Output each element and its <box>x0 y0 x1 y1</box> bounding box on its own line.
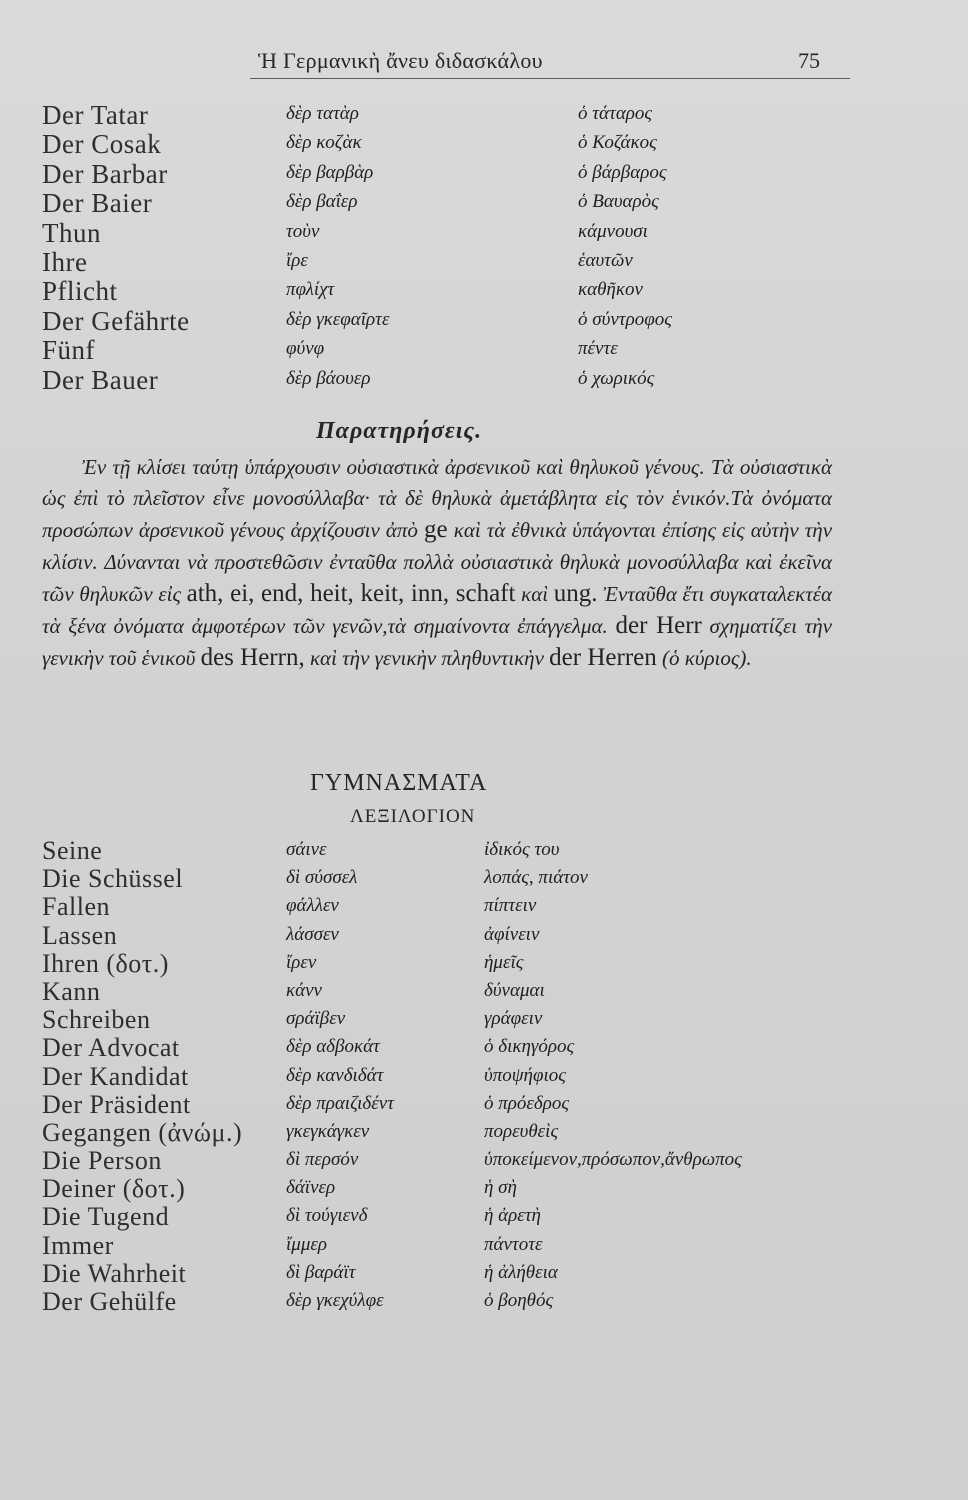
german-word: Der Gehülfe <box>42 1287 177 1316</box>
german-word: Ihre <box>42 246 88 277</box>
vocab-row <box>42 1090 862 1118</box>
vocab-row <box>42 949 862 977</box>
vocab-row <box>42 921 862 949</box>
german-word: Fallen <box>42 892 110 922</box>
greek-meaning: ἰδικός του <box>484 839 560 860</box>
greek-meaning: δύναμαι <box>484 979 545 1001</box>
latin-term: des Herrn, <box>200 644 305 672</box>
vocabulary-list-bottom <box>42 836 862 1315</box>
running-title: Ἡ Γερμανικὴ ἄνευ διδασκάλου <box>258 48 543 73</box>
pronunciation: φύνφ <box>286 338 325 360</box>
latin-term: der Herr <box>615 612 702 640</box>
greek-meaning: ὁ χωρικός <box>578 367 655 389</box>
greek-meaning: ἡμεῖς <box>484 951 524 973</box>
german-word: Der Cosak <box>42 129 162 160</box>
pronunciation: ἴμμερ <box>286 1233 327 1255</box>
greek-meaning: πέντε <box>578 338 618 360</box>
greek-meaning: ἀφίνειν <box>484 923 540 945</box>
vocabulary-subtitle: ΛΕΞΙΛΟΓΙΟΝ <box>350 806 476 827</box>
german-word: Pflicht <box>42 276 118 307</box>
greek-meaning: ὁ Κοζάκος <box>578 132 657 154</box>
vocab-row <box>42 365 862 394</box>
vocab-row <box>42 864 862 892</box>
pronunciation: δὶ περσόν <box>286 1149 359 1171</box>
vocab-row <box>42 335 862 364</box>
pronunciation: δὲρ γκεχύλφε <box>286 1290 384 1311</box>
greek-meaning: κάμνουσι <box>578 220 648 242</box>
greek-meaning: ὑποψήφιος <box>484 1064 566 1086</box>
pronunciation: δὶ τούγιενδ <box>286 1205 368 1227</box>
latin-term: der Herren <box>549 644 657 672</box>
german-word: Der Gefährte <box>42 305 190 336</box>
vocab-row <box>42 1231 862 1259</box>
notes-paragraph <box>42 452 832 674</box>
notes-text: Ἐν τῇ κλίσει ταύτῃ ὑπάρχουσιν οὐσιαστικὰ ἀρσενικοῦ καὶ θηλυκοῦ γένους. Τὰ οὐσιαστικὰ ὡς ἐπὶ τὸ πλεῖστον εἶνε μονοσύλλαβα· τὰ δὲ θηλυκὰ ἀμετάβλητα εἰς τὸν ἑνικόν.Τὰ ὀνόματα προσώπων ἀρσενικοῦ γένους ἀρχίζουσιν ἀπὸ <box>42 455 832 543</box>
pronunciation: δὶ βαράϊτ <box>286 1261 356 1283</box>
page-header <box>40 46 830 82</box>
german-word: Die Tugend <box>42 1202 170 1232</box>
greek-meaning: ὁ Βαυαρὸς <box>578 191 659 213</box>
greek-meaning: ὁ τάταρος <box>578 103 653 124</box>
german-word: Der Kandidat <box>42 1061 189 1091</box>
vocab-row <box>42 1259 862 1287</box>
pronunciation: δάϊνερ <box>286 1177 336 1199</box>
german-word: Fünf <box>42 335 96 366</box>
notes-text: (ὁ κύριος). <box>662 646 752 671</box>
german-word: Gegangen (ἀνώμ.) <box>42 1117 243 1147</box>
vocab-row <box>42 159 862 188</box>
pronunciation: τοὺν <box>286 220 320 242</box>
german-word: Die Schüssel <box>42 864 184 894</box>
greek-meaning: ὁ σύντροφος <box>578 308 672 330</box>
vocab-row <box>42 1287 862 1315</box>
vocab-row <box>42 1005 862 1033</box>
vocab-row <box>42 100 862 129</box>
latin-term: ath, ei, end, heit, keit, inn, schaft <box>186 579 516 607</box>
pronunciation: ἴρε <box>286 249 308 271</box>
german-word: Seine <box>42 836 103 865</box>
german-word: Der Barbar <box>42 158 168 189</box>
german-word: Die Wahrheit <box>42 1258 187 1288</box>
greek-meaning: ἡ σὴ <box>484 1177 517 1199</box>
german-word: Schreiben <box>42 1005 151 1035</box>
greek-meaning: ἡ ἀρετὴ <box>484 1205 541 1227</box>
exercises-title: ΓΥΜΝΑΣΜΑΤΑ <box>310 770 488 796</box>
pronunciation: πφλίχτ <box>286 279 335 301</box>
pronunciation: δὲρ κανδιδάτ <box>286 1064 384 1086</box>
pronunciation: ἴρεν <box>286 951 317 973</box>
greek-meaning: ἡ ἀλήθεια <box>484 1261 558 1283</box>
german-word: Der Bauer <box>42 364 159 395</box>
german-word: Deiner (δοτ.) <box>42 1174 186 1204</box>
pronunciation: δὲρ γκεφαῖρτε <box>286 308 390 330</box>
pronunciation: δὲρ βαΐερ <box>286 191 358 213</box>
notes-text: καὶ τὰ ἐθνικὰ ὑπάγονται ἐπίσης εἰς αὐτὴν τὴν κλίσιν. Δύνανται νὰ προστεθῶσιν ἐνταῦθα πολλὰ οὐσιαστικὰ θηλυκὰ μονοσύλλαβα καὶ ἐκεῖνα τῶν θηλυκῶν εἰς <box>42 518 833 606</box>
greek-meaning: ὁ πρόεδρος <box>484 1092 570 1114</box>
german-word: Ihren (δοτ.) <box>42 948 169 978</box>
notes-text: καὶ τὴν γενικὴν πληθυντικὴν <box>309 646 544 671</box>
greek-meaning: λοπάς, πιάτον <box>484 867 588 889</box>
vocab-row <box>42 218 862 247</box>
vocabulary-list-top <box>42 100 862 394</box>
german-word: Kann <box>42 976 101 1006</box>
vocab-row <box>42 247 862 276</box>
latin-term: ung. <box>553 579 598 607</box>
vocab-row <box>42 836 862 864</box>
header-rule <box>250 78 850 79</box>
german-word: Immer <box>42 1230 114 1260</box>
vocab-row <box>42 306 862 335</box>
greek-meaning: πορευθεὶς <box>484 1120 559 1142</box>
greek-meaning: καθῆκον <box>578 279 643 301</box>
greek-meaning: ὑποκείμενον,πρόσωπον,ἄνθρωπος <box>484 1149 742 1171</box>
pronunciation: γκεγκάγκεν <box>286 1120 370 1142</box>
pronunciation: σράϊβεν <box>286 1008 346 1030</box>
pronunciation: δὲρ βαρβὰρ <box>286 161 374 183</box>
pronunciation: δὶ σύσσελ <box>286 867 358 889</box>
pronunciation: δὲρ βάουερ <box>286 367 371 389</box>
notes-text: σχηματίζει τὴν γενικὴν τοῦ ἑνικοῦ <box>42 614 833 671</box>
german-word: Die Person <box>42 1146 162 1176</box>
notes-text: Ἐνταῦθα ἔτι συγκαταλεκτέα τὰ ξένα ὀνόματα ἀμφοτέρων τῶν γενῶν,τὰ σημαίνοντα ἐπάγγελμα. <box>42 581 833 639</box>
latin-term: ge <box>424 516 448 544</box>
german-word: Der Präsident <box>42 1089 191 1119</box>
vocab-row <box>42 1118 862 1146</box>
german-word: Der Baier <box>42 188 153 219</box>
pronunciation: φάλλεν <box>286 895 339 917</box>
greek-meaning: ὁ βάρβαρος <box>578 161 667 183</box>
vocab-row <box>42 1146 862 1174</box>
notes-text: καὶ <box>521 581 549 606</box>
vocab-row <box>42 129 862 158</box>
greek-meaning: πίπτειν <box>484 895 537 917</box>
vocab-row <box>42 1202 862 1230</box>
pronunciation: κάνν <box>286 979 322 1001</box>
pronunciation: λάσσεν <box>286 923 339 945</box>
greek-meaning: γράφειν <box>484 1008 543 1030</box>
vocab-row <box>42 188 862 217</box>
notes-heading: Παρατηρήσεις. <box>316 418 483 444</box>
vocab-row <box>42 1033 862 1061</box>
greek-meaning: ὁ βοηθός <box>484 1290 554 1311</box>
vocab-row <box>42 892 862 920</box>
vocab-row <box>42 1062 862 1090</box>
vocab-row <box>42 977 862 1005</box>
german-word: Der Advocat <box>42 1033 180 1063</box>
greek-meaning: ὁ δικηγόρος <box>484 1036 575 1058</box>
pronunciation: δὲρ τατὰρ <box>286 103 359 124</box>
pronunciation: δὲρ πραιζιδέντ <box>286 1092 394 1114</box>
pronunciation: δὲρ αδβοκάτ <box>286 1036 380 1058</box>
german-word: Thun <box>42 217 101 248</box>
pronunciation: δὲρ κοζὰκ <box>286 132 362 154</box>
pronunciation: σάινε <box>286 839 327 860</box>
vocab-row <box>42 1174 862 1202</box>
greek-meaning: ἑαυτῶν <box>578 249 633 271</box>
greek-meaning: πάντοτε <box>484 1233 543 1255</box>
page-number: 75 <box>798 48 820 73</box>
vocab-row <box>42 276 862 305</box>
german-word: Lassen <box>42 920 118 950</box>
german-word: Der Tatar <box>42 100 149 130</box>
